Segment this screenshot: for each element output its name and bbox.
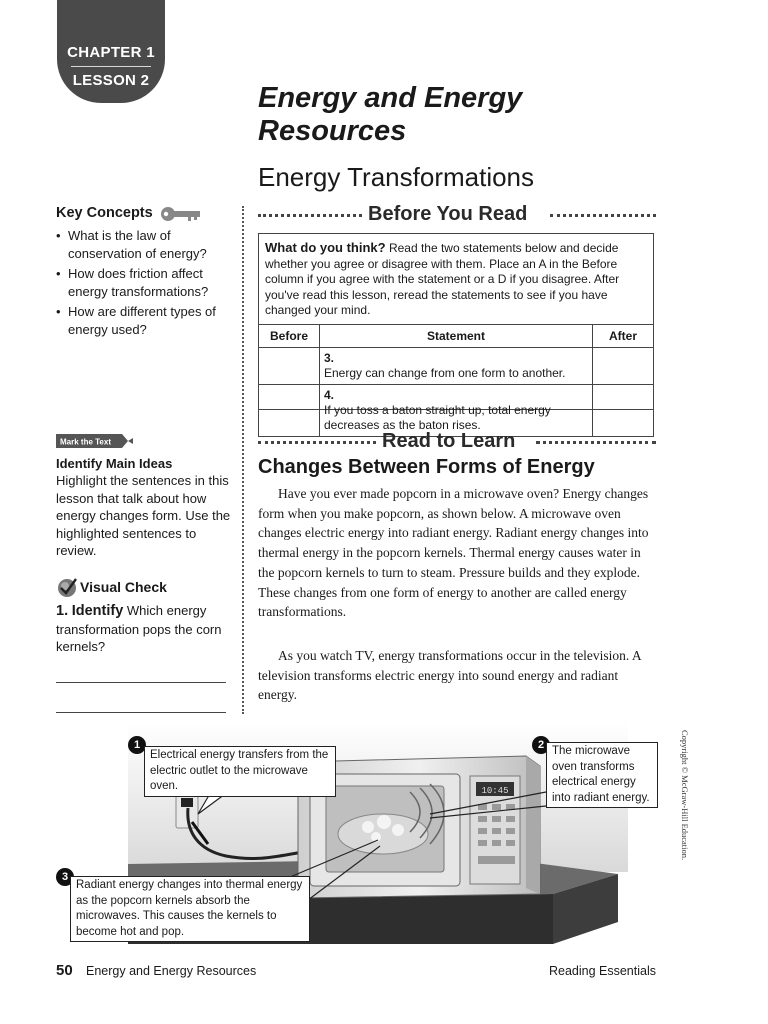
key-concept-item: • How does friction affect energy transformations? bbox=[56, 266, 209, 299]
chapter-label: CHAPTER 1 bbox=[67, 44, 155, 61]
footer-book-title: Energy and Energy Resources bbox=[86, 964, 257, 978]
microwave-figure bbox=[58, 722, 678, 952]
statement-cell: 3.Energy can change from one form to another. bbox=[320, 348, 593, 385]
statement-column-header: Statement bbox=[320, 325, 593, 348]
before-answer-cell[interactable] bbox=[259, 348, 320, 385]
after-column-header: After bbox=[593, 325, 654, 348]
svg-text:Mark the Text: Mark the Text bbox=[60, 437, 111, 447]
key-concepts-list bbox=[56, 227, 231, 341]
visual-check-question: 1. Identify Which energy transformation pops the corn kernels? bbox=[56, 603, 222, 654]
mark-text-heading: Identify Main Ideas bbox=[56, 456, 173, 471]
footer-series: Reading Essentials bbox=[548, 964, 656, 978]
read-to-learn-header: Read to Learn bbox=[258, 430, 656, 454]
svg-text:10:45: 10:45 bbox=[481, 786, 509, 796]
statement-cell: 4.If you toss a baton straight up, total energy decreases as the baton rises. bbox=[320, 385, 593, 437]
body-paragraph: Have you ever made popcorn in a microwave oven? Energy changes form when you make popcorn, as shown below. A microwave oven changes electric energy into radiant energy. Radiant energy changes into thermal energy in the popcorn kernels. Thermal energy causes water in the popcorn kernels to turn to steam. Pressure builds and they explode. These changes from one form of energy to another are called energy transformations. bbox=[258, 486, 649, 620]
table-row bbox=[259, 348, 654, 385]
callout-microwave: The microwave oven transforms electrical energy into radiant energy. bbox=[546, 742, 658, 808]
section-title: Changes Between Forms of Energy bbox=[258, 456, 595, 478]
body-paragraph: As you watch TV, energy transformations occur in the television. A television transforms electric energy into sound energy and radiant energy. bbox=[258, 648, 641, 703]
callout-number: 2 bbox=[532, 736, 550, 754]
page-number: 50 bbox=[56, 962, 73, 979]
tab-divider bbox=[71, 66, 151, 67]
before-you-read-box bbox=[258, 233, 654, 432]
callout-radiant: Radiant energy changes into thermal energy as the popcorn kernels absorb the microwaves. This causes the kernels to become hot and pop. bbox=[70, 876, 310, 942]
before-you-read-intro: What do you think? Read the two statements below and decide whether you agree or disagree with them. Place an A in the Before column if you agree with the statement or a D if you disagree. After you've read this lesson, reread the statements to see if you have changed your mind. bbox=[265, 240, 620, 318]
before-answer-cell[interactable] bbox=[259, 385, 320, 437]
mark-the-text-badge bbox=[56, 433, 134, 449]
checkmark-globe-icon bbox=[56, 576, 78, 598]
answer-line[interactable] bbox=[56, 682, 226, 683]
copyright-notice: Copyright © McGraw-Hill Education. bbox=[680, 730, 690, 861]
answer-line[interactable] bbox=[56, 712, 226, 713]
chapter-tab bbox=[57, 0, 165, 103]
anticipation-table bbox=[258, 324, 654, 437]
after-answer-cell[interactable] bbox=[593, 385, 654, 437]
after-answer-cell[interactable] bbox=[593, 348, 654, 385]
lesson-label: LESSON 2 bbox=[72, 72, 150, 89]
callout-number: 1 bbox=[128, 736, 146, 754]
mark-text-body: Highlight the sentences in this lesson that talk about how energy changes form. Use the highlighted sentences to review. bbox=[56, 473, 231, 558]
key-concepts-heading: Key Concepts bbox=[56, 205, 153, 221]
key-concept-item: • What is the law of conservation of energy? bbox=[56, 228, 207, 261]
callout-number: 3 bbox=[56, 868, 74, 886]
page-title: Energy and Energy Resources bbox=[258, 82, 523, 147]
column-divider bbox=[242, 206, 244, 714]
table-row bbox=[259, 385, 654, 437]
before-column-header: Before bbox=[259, 325, 320, 348]
lesson-title: Energy Transformations bbox=[258, 162, 535, 192]
key-concept-item: • How are different types of energy used? bbox=[56, 304, 216, 337]
key-icon bbox=[160, 206, 202, 222]
table-header-row bbox=[259, 325, 654, 348]
callout-electrical: Electrical energy transfers from the electric outlet to the microwave oven. bbox=[144, 746, 336, 797]
visual-check-heading: Visual Check bbox=[80, 579, 167, 595]
before-you-read-header: Before You Read bbox=[258, 203, 656, 227]
